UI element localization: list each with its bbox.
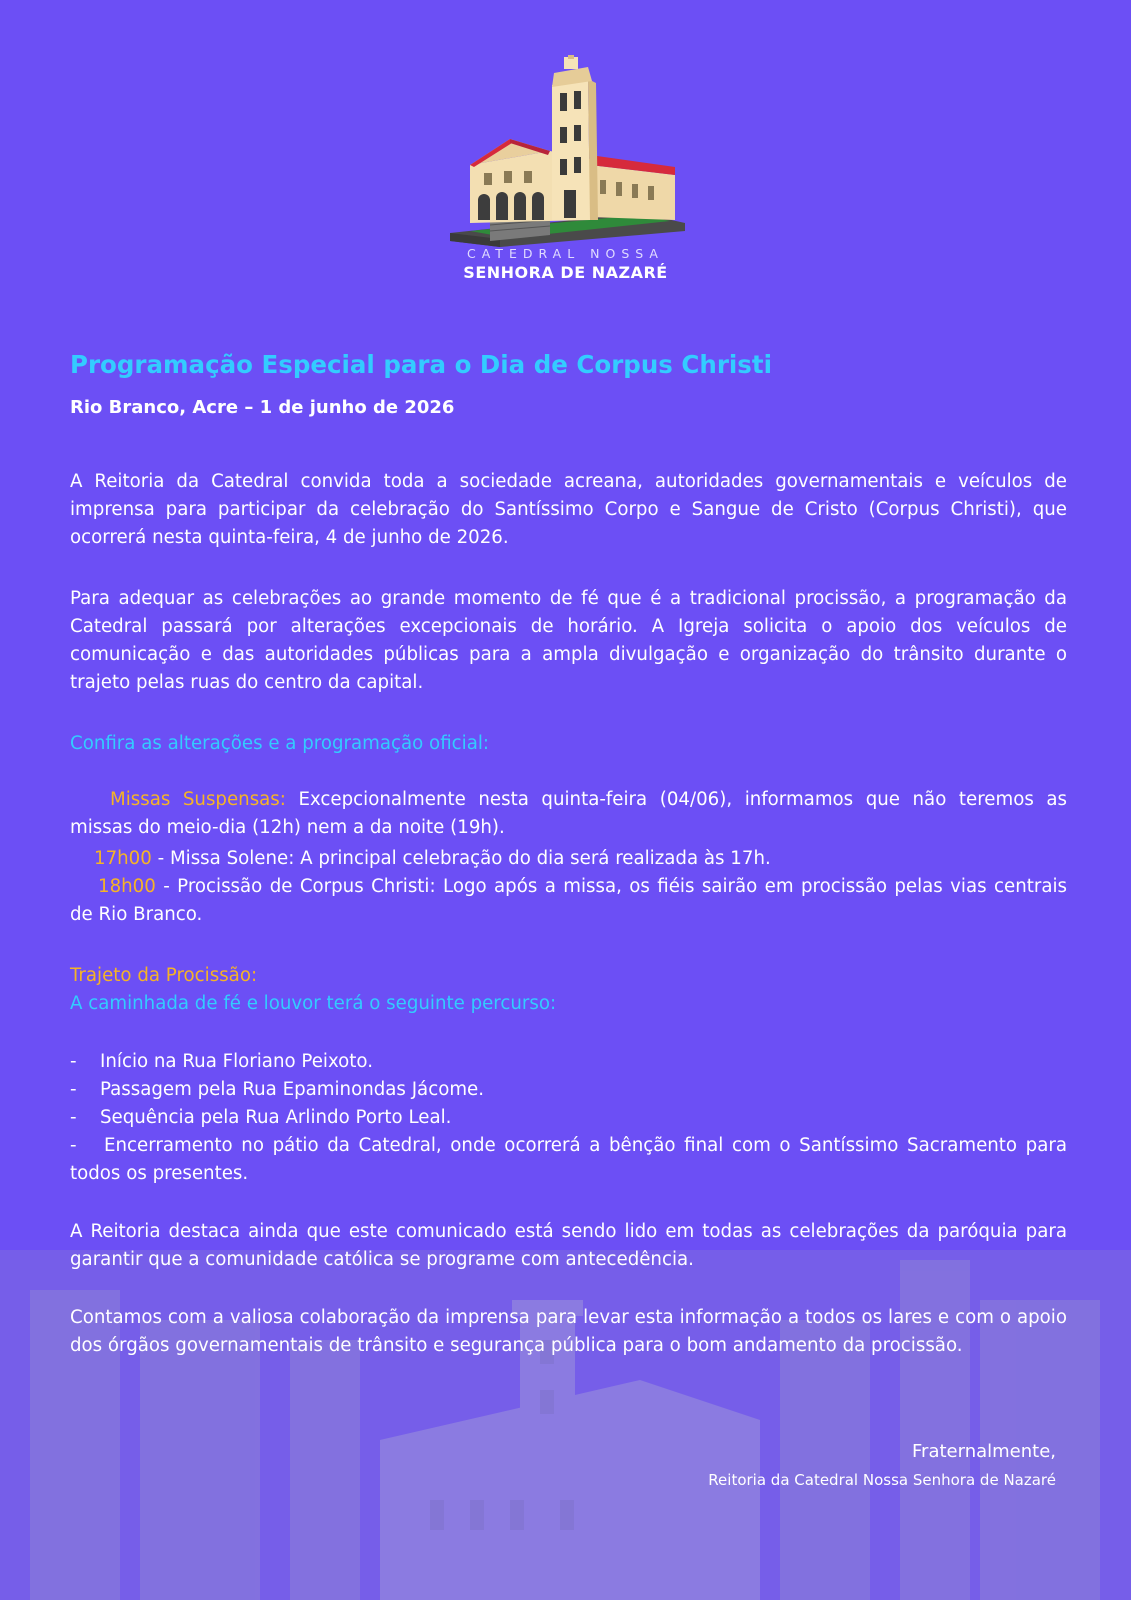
route-item [70,1076,1067,1104]
signature-author: Reitoria da Catedral Nossa Senhora de Nazaré [708,1471,1056,1489]
closing-paragraph: Contamos com a valiosa colaboração da imprensa para levar esta informação a todos os lares e com o apoio dos órgãos governamentais de trânsito e segurança pública para o bom andamento da procissão. [70,1307,1067,1356]
dateline: Rio Branco, Acre – 1 de junho de 2026 [70,397,455,418]
schedule-label: 17h00 [94,848,152,869]
route-item-text: Encerramento no pátio da Catedral, onde ocorrerá a bênção final com o Santíssimo Sacramento para todos os presentes. [70,1135,1067,1184]
logo-text-line1: CATEDRAL NOSSA [467,246,664,261]
route-heading: Trajeto da Procissão: [70,965,258,986]
route-item [70,1048,1067,1076]
route-item [70,1104,1067,1132]
schedule-text: - Procissão de Corpus Christi: Logo após a missa, os fiéis sairão em procissão pelas vias centrais de Rio Branco. [70,876,1067,925]
schedule-item-procession [70,873,1067,929]
schedule-text: - Missa Solene: A principal celebração do dia será realizada às 17h. [151,848,771,869]
route-item [70,1132,1067,1188]
schedule-text: Excepcionalmente nesta quinta-feira (04/06), informamos que não teremos as missas do meio-dia (12h) nem a da noite (19h). [70,789,1067,838]
list-dash: - [70,1051,77,1072]
list-dash: - [70,1079,77,1100]
schedule-item-mass [94,845,771,873]
announcement-paragraph: A Reitoria destaca ainda que este comunicado está sendo lido em todas as celebrações da paróquia para garantir que a comunidade católica se programe com antecedência. [70,1221,1067,1270]
route-item-text: Início na Rua Floriano Peixoto. [100,1051,373,1072]
route-subheading: A caminhada de fé e louvor terá o seguinte percurso: [70,993,557,1014]
page-title: Programação Especial para o Dia de Corpus Christi [70,350,772,379]
schedule-item-suspended [70,786,1067,842]
logo-text-line2: SENHORA DE NAZARÉ [463,263,668,282]
schedule-label: 18h00 [98,876,156,897]
list-dash: - [70,1107,77,1128]
schedule-heading: Confira as alterações e a programação oficial: [70,733,490,754]
intro-paragraph: A Reitoria da Catedral convida toda a sociedade acreana, autoridades governamentais e veículos de imprensa para participar da celebração do Santíssimo Corpo e Sangue de Cristo (Corpus Christi), que ocorrerá nesta quinta-feira, 4 de junho de 2026. [70,471,1067,548]
list-dash: - [70,1135,77,1156]
signature-closing: Fraternalmente, [912,1441,1056,1462]
schedule-label: Missas Suspensas: [110,789,286,810]
route-item-text: Passagem pela Rua Epaminondas Jácome. [100,1079,485,1100]
context-paragraph: Para adequar as celebrações ao grande momento de fé que é a tradicional procissão, a programação da Catedral passará por alterações excepcionais de horário. A Igreja solicita o apoio dos veículos de comunicação e das autoridades públicas para a ampla divulgação e organização do trânsito durante o trajeto pelas ruas do centro da capital. [70,588,1067,693]
route-item-text: Sequência pela Rua Arlindo Porto Leal. [100,1107,452,1128]
